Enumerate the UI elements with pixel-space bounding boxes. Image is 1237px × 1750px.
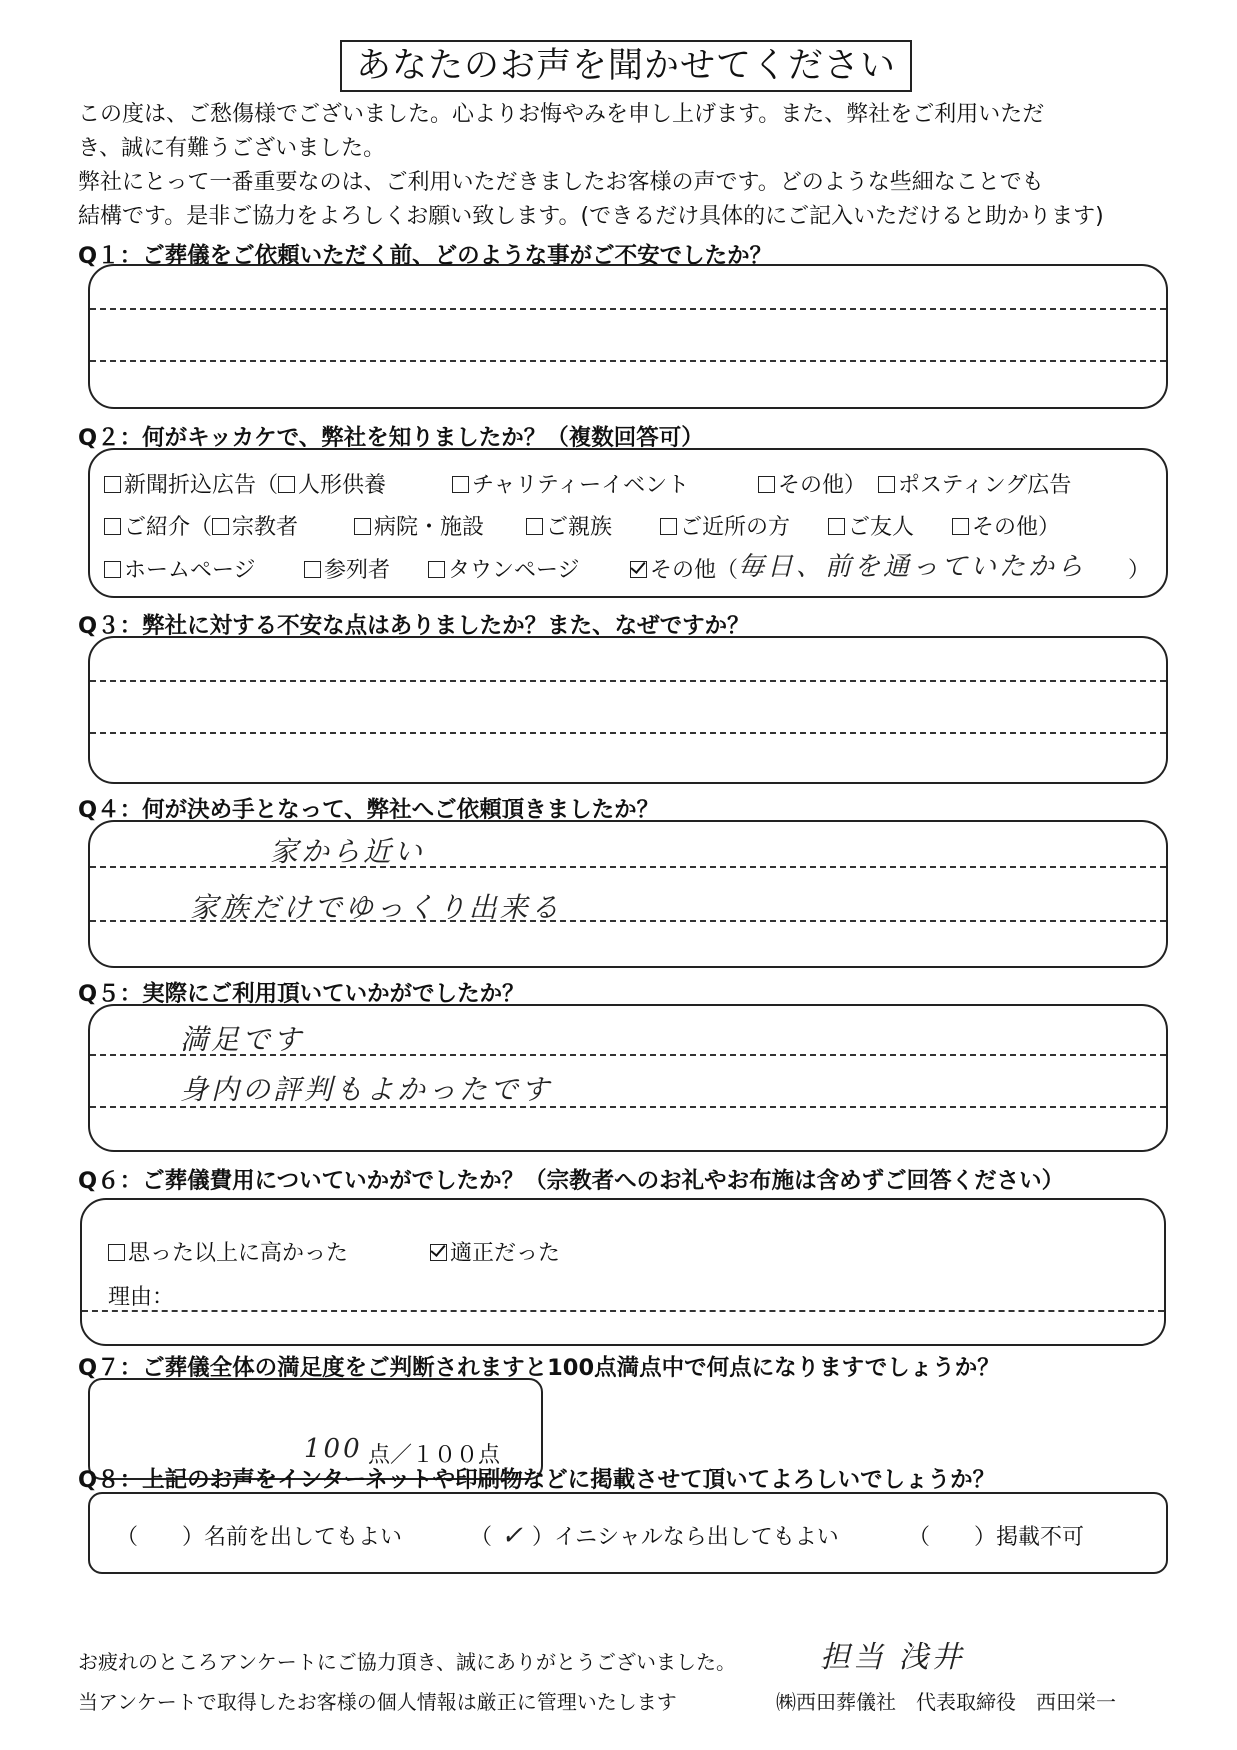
- option-newspaper: 新聞折込広告（: [124, 473, 279, 498]
- option-other: その他（: [650, 558, 739, 583]
- q3-label: Q３：弊社に対する不安な点はありましたか？また、なぜですか？: [78, 613, 750, 639]
- checkbox-charity[interactable]: [452, 476, 469, 493]
- q2-close-paren: ）: [1128, 558, 1151, 583]
- checkbox-religious[interactable]: [212, 518, 229, 535]
- intro-line-1: この度は、ご愁傷様でございました。心よりお悔やみを申し上げます。また、弊社をご利用いただ: [78, 102, 1045, 127]
- q8-option-name[interactable]: （ ）名前を出してもよい: [116, 1525, 403, 1550]
- checkbox-doll-memorial[interactable]: [278, 476, 295, 493]
- q8-label: Q８：上記のお声をインターネットや印刷物などに掲載させて頂いてよろしいでしょうか？: [78, 1467, 996, 1493]
- q3-answer-box[interactable]: [88, 636, 1168, 784]
- q1-answer-box[interactable]: [88, 264, 1168, 409]
- q6-options-box: [80, 1198, 1166, 1346]
- option-doll-memorial: 人形供養: [298, 473, 387, 498]
- option-referral: ご紹介（: [124, 515, 213, 540]
- q4-answer-2: 家族だけでゆっくり出来る: [190, 891, 562, 924]
- q2-other-handwritten: 毎日、前を通っていたから: [738, 552, 1087, 582]
- checkbox-townpage[interactable]: [428, 561, 445, 578]
- checkbox-newspaper[interactable]: [104, 476, 121, 493]
- q2-label: Q２：何がキッカケで、弊社を知りましたか？（複数回答可）: [78, 425, 704, 451]
- q8-option-no-publish[interactable]: （ ）掲載不可: [908, 1525, 1085, 1550]
- q8-option-initial-label: イニシャルなら出してもよい: [554, 1525, 839, 1550]
- option-referral-other: その他）: [972, 515, 1061, 540]
- checkbox-too-expensive[interactable]: [108, 1244, 125, 1261]
- checkbox-homepage[interactable]: [104, 561, 121, 578]
- q8-check-mark: ✓: [501, 1521, 523, 1551]
- q8-option-initial[interactable]: （ ✓ ）イニシャルなら出してもよい: [470, 1521, 839, 1551]
- footer-staff-handwritten: 担当 浅井: [820, 1640, 965, 1675]
- option-charity: チャリティーイベント: [472, 473, 690, 498]
- q8-options-box: [88, 1492, 1168, 1574]
- q7-label: Q７：ご葬儀全体の満足度をご判断されますと100点満点中で何点になりますでしょうか？: [78, 1355, 1000, 1381]
- checkbox-friends[interactable]: [828, 518, 845, 535]
- option-homepage: ホームページ: [124, 558, 256, 583]
- option-reasonable: 適正だった: [450, 1241, 561, 1266]
- q6-label: Q６：ご葬儀費用についていかがでしたか？（宗教者へのお礼やお布施は含めずご回答ください）: [78, 1168, 1065, 1194]
- q6-reason-label: 理由：: [108, 1285, 175, 1310]
- survey-title: あなたのお声を聞かせてください: [340, 40, 912, 92]
- footer-company: ㈱西田葬儀社 代表取締役 西田栄一: [776, 1690, 1116, 1714]
- q5-label: Q５：実際にご利用頂いていかがでしたか？: [78, 981, 525, 1007]
- intro-line-4: 結構です。是非ご協力をよろしくお願い致します。(できるだけ具体的にご記入いただけると助かります): [78, 204, 1104, 229]
- checkbox-newspaper-other[interactable]: [758, 476, 775, 493]
- q4-label: Q４：何が決め手となって、弊社へご依頼頂きましたか？: [78, 797, 660, 823]
- option-townpage: タウンページ: [448, 558, 580, 583]
- q7-score-handwritten: 100: [304, 1434, 363, 1464]
- checkbox-relatives[interactable]: [526, 518, 543, 535]
- footer-thanks: お疲れのところアンケートにご協力頂き、誠にありがとうございました。: [78, 1650, 736, 1674]
- checkbox-referral-other[interactable]: [952, 518, 969, 535]
- checkbox-reasonable-checked[interactable]: [430, 1244, 447, 1261]
- checkbox-referral[interactable]: [104, 518, 121, 535]
- option-neighbors: ご近所の方: [680, 515, 791, 540]
- option-newspaper-other: その他）: [778, 473, 867, 498]
- option-friends: ご友人: [848, 515, 915, 540]
- q1-label: Q１：ご葬儀をご依頼いただく前、どのような事がご不安でしたか？: [78, 243, 773, 269]
- q5-answer-2: 身内の評判もよかったです: [180, 1073, 553, 1106]
- footer-privacy: 当アンケートで取得したお客様の個人情報は厳正に管理いたします: [78, 1690, 677, 1714]
- q4-answer-1: 家から近い: [270, 835, 426, 868]
- q5-answer-box[interactable]: [88, 1004, 1168, 1152]
- q8-option-name-label: 名前を出してもよい: [204, 1525, 403, 1550]
- option-hospital: 病院・施設: [374, 515, 485, 540]
- checkbox-neighbors[interactable]: [660, 518, 677, 535]
- option-attendee: 参列者: [324, 558, 391, 583]
- intro-line-2: き、誠に有難うございました。: [78, 136, 386, 161]
- q7-score-suffix: 点／１００点: [368, 1443, 501, 1468]
- option-relatives: ご親族: [546, 515, 613, 540]
- checkbox-other-checked[interactable]: [630, 561, 647, 578]
- q4-answer-box[interactable]: [88, 820, 1168, 968]
- q5-answer-1: 満足です: [180, 1023, 305, 1056]
- q8-option-no-publish-label: 掲載不可: [996, 1525, 1085, 1550]
- checkbox-attendee[interactable]: [304, 561, 321, 578]
- option-religious: 宗教者: [232, 515, 299, 540]
- intro-line-3: 弊社にとって一番重要なのは、ご利用いただきましたお客様の声です。どのような些細なことでも: [78, 170, 1044, 195]
- q2-options-box: [88, 448, 1168, 598]
- checkbox-hospital[interactable]: [354, 518, 371, 535]
- checkbox-posting[interactable]: [878, 476, 895, 493]
- option-posting: ポスティング広告: [898, 473, 1072, 498]
- option-too-expensive: 思った以上に高かった: [128, 1241, 349, 1266]
